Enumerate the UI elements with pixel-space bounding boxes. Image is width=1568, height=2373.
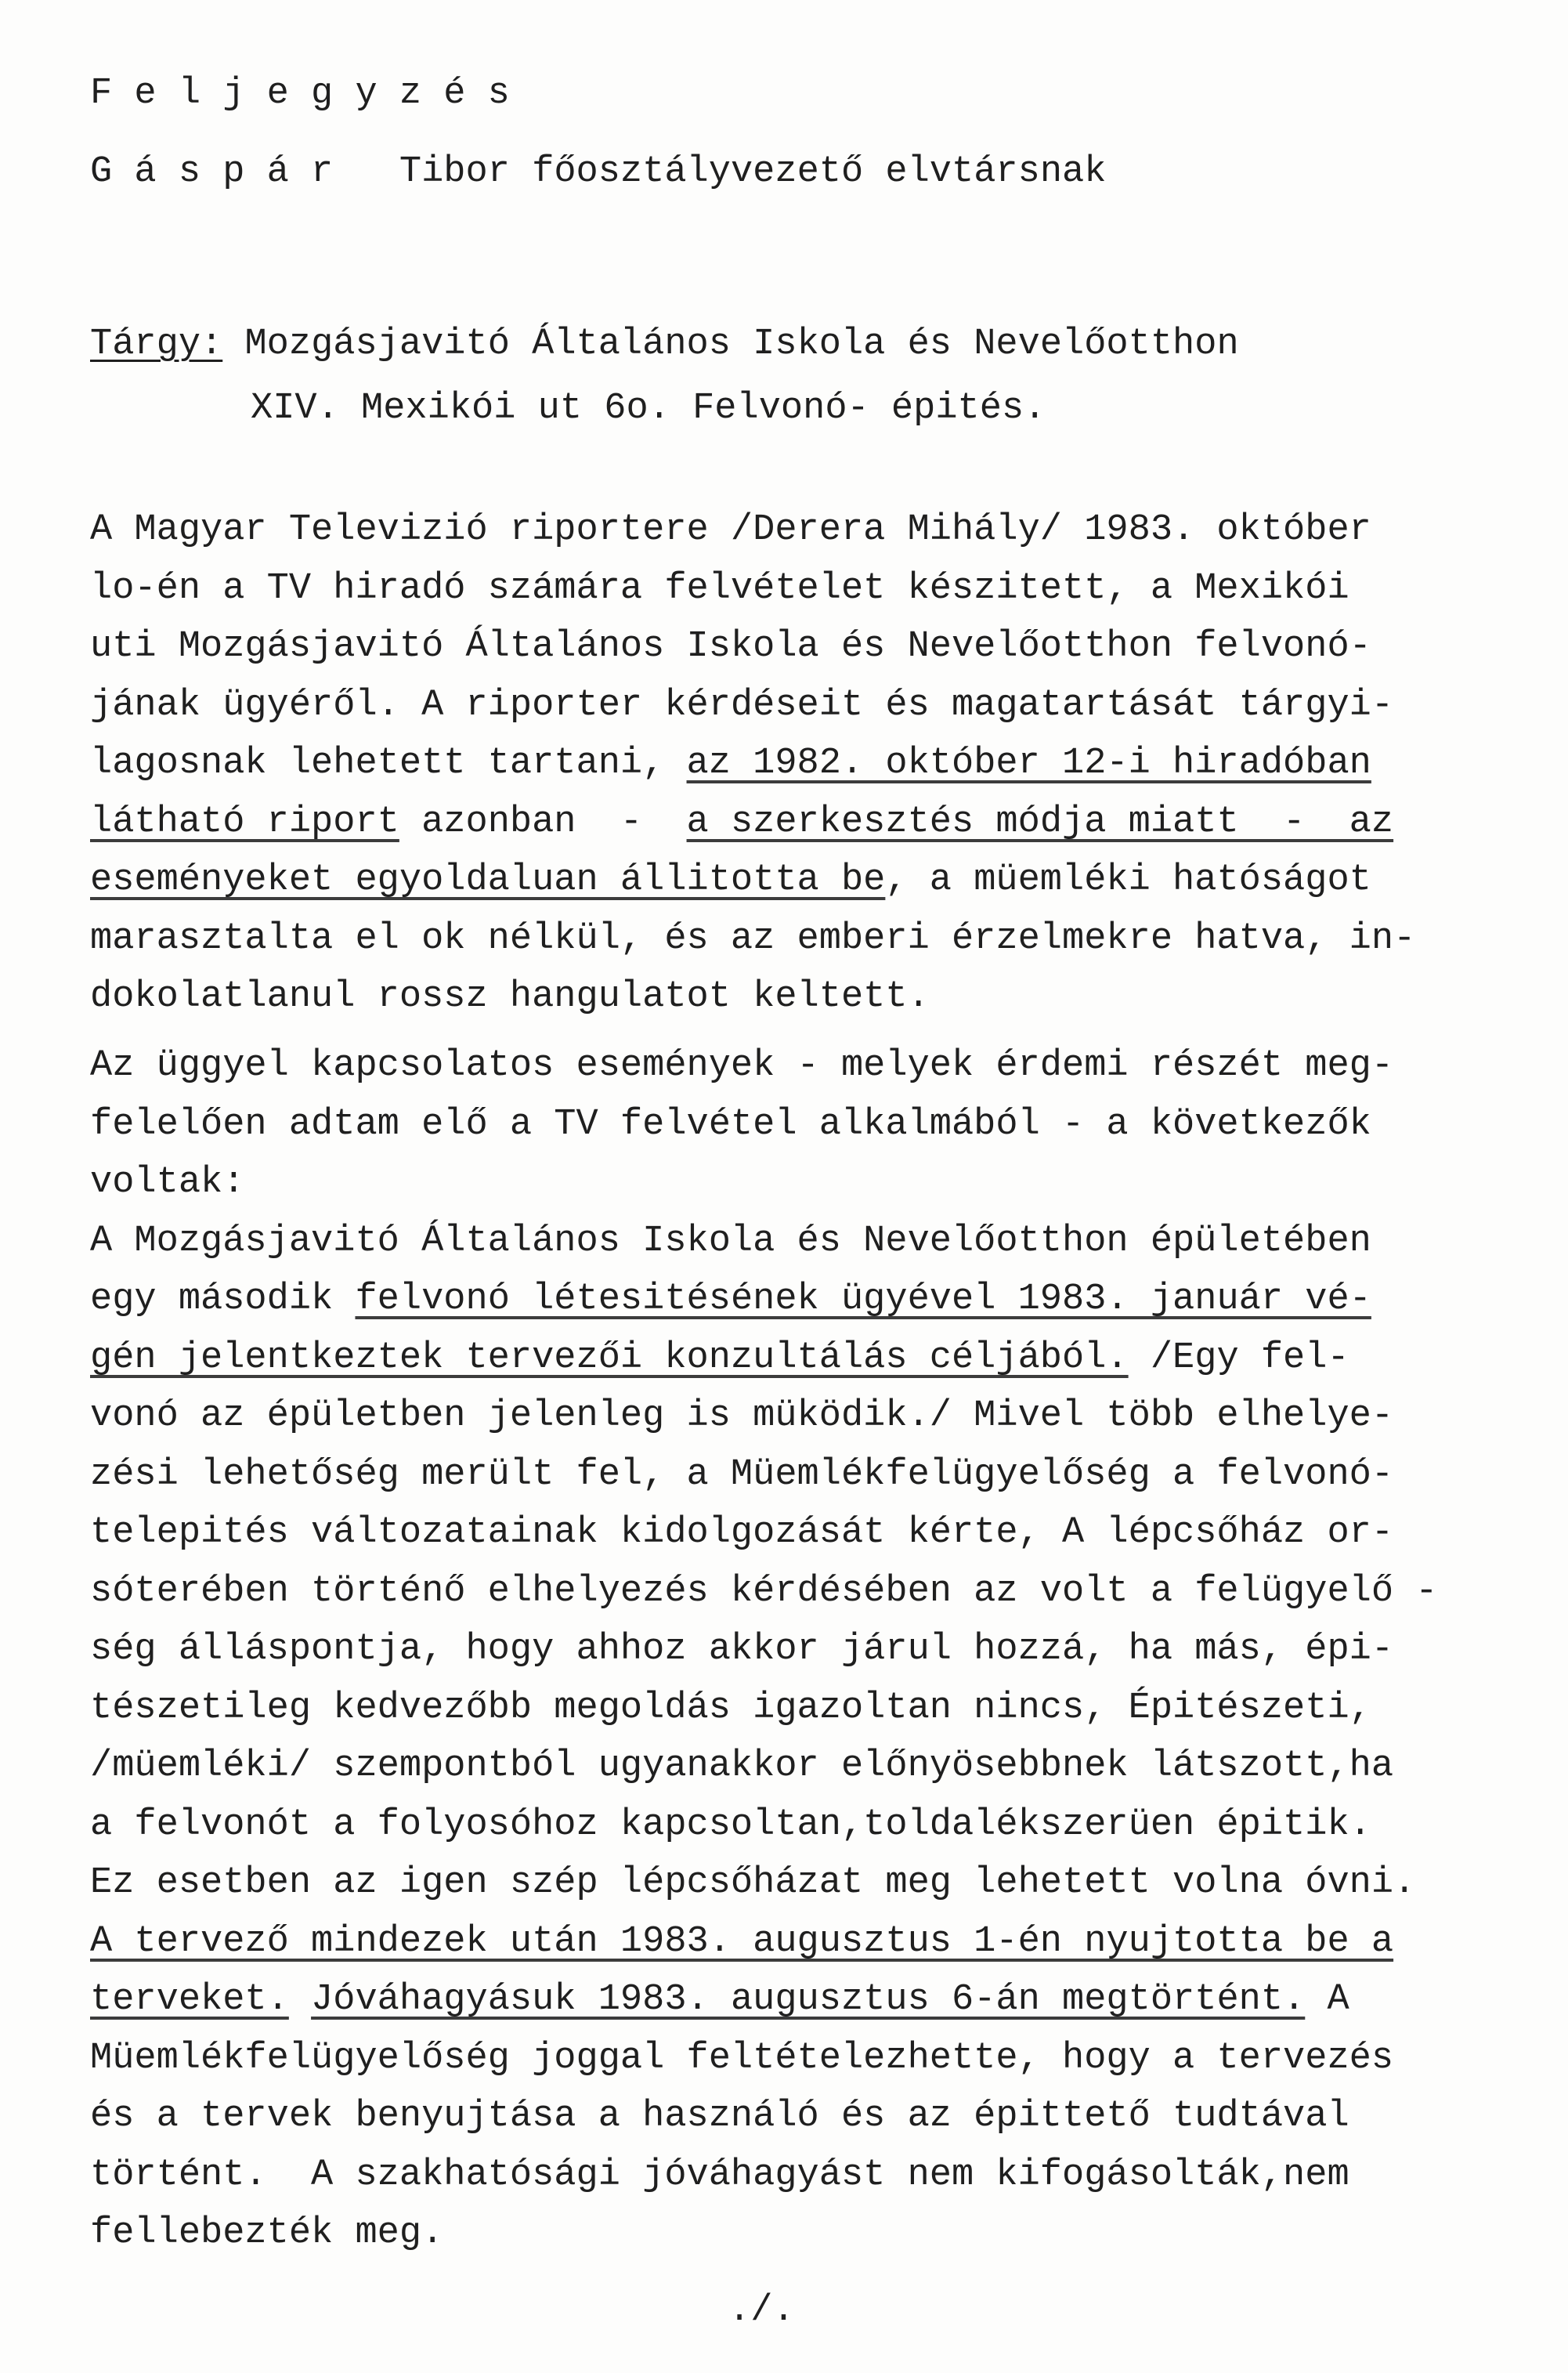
- text-line: [90, 852, 1547, 910]
- text-line: [90, 1971, 1547, 2030]
- text-line: jának ügyéről. A riporter kérdéseit és magatartását tárgyi-: [90, 684, 1394, 726]
- underlined-text: látható riport: [90, 801, 399, 843]
- recipient-name: G á s p á r: [90, 151, 334, 193]
- underlined-text: az 1982. október 12-i hiradóban: [686, 743, 1371, 784]
- text-segment: [289, 1979, 311, 2020]
- paragraph-2: [90, 1037, 1547, 2263]
- text-segment: , a müemléki hatóságot: [885, 859, 1371, 901]
- subject-text-1: Mozgásjavitó Általános Iskola és Nevelőotthon: [244, 324, 1239, 365]
- text-line: dokolatlanul rossz hangulatot keltett.: [90, 976, 930, 1018]
- text-line: lo-én a TV hiradó számára felvételet készitett, a Mexikói: [90, 567, 1349, 610]
- text-line: [90, 1329, 1547, 1388]
- text-line: felelően adtam elő a TV felvétel alkalmából - a következők: [90, 1103, 1371, 1145]
- underlined-text: Jóváhagyásuk 1983. augusztus 6-án megtörtént.: [311, 1979, 1306, 2020]
- text-line: Az üggyel kapcsolatos események - melyek érdemi részét meg-: [90, 1045, 1394, 1087]
- recipient-title: Tibor főosztályvezető elvtársnak: [399, 151, 1107, 193]
- underlined-text: a szerkesztés módja miatt - az: [686, 801, 1394, 843]
- text-line: és a tervek benyujtása a használó és az épittető tudtával: [90, 2096, 1349, 2137]
- text-line: telepités változatainak kidolgozását kérte, A lépcsőház or-: [90, 1512, 1394, 1554]
- text-line: /müemléki/ szempontból ugyanakkor előnyösebbnek látszott,ha: [90, 1745, 1394, 1787]
- text-segment: lagosnak lehetett tartani,: [90, 743, 687, 784]
- text-line: A Mozgásjavitó Általános Iskola és Nevelőotthon épületében: [90, 1220, 1371, 1262]
- text-line: [90, 1271, 1547, 1329]
- text-line: Müemlékfelügyelőség joggal feltételezhette, hogy a tervezés: [90, 2037, 1394, 2079]
- text-segment: A: [1305, 1979, 1349, 2020]
- text-line: történt. A szakhatósági jóváhagyást nem kifogásolták,nem: [90, 2154, 1349, 2196]
- underlined-line: A tervező mindezek után 1983. augusztus 1-én nyujtotta be a: [90, 1920, 1394, 1962]
- text-line: a felvonót a folyosóhoz kapcsoltan,toldalékszerüen épitik.: [90, 1803, 1371, 1846]
- text-line: A Magyar Televizió riportere /Derera Mihály/ 1983. október: [90, 509, 1371, 551]
- text-line: [90, 794, 1547, 852]
- text-line: Ez esetben az igen szép lépcsőházat meg lehetett volna óvni.: [90, 1862, 1416, 1904]
- text-segment: azonban -: [399, 801, 687, 843]
- underlined-text: eseményeket egyoldaluan állitotta be: [90, 859, 886, 901]
- underlined-text: terveket.: [90, 1979, 289, 2020]
- subject-line-2: XIV. Mexikói ut 6o. Felvonó- épités.: [251, 388, 1046, 429]
- text-line: fellebezték meg.: [90, 2212, 444, 2254]
- text-line: tészetileg kedvezőbb megoldás igazoltan nincs, Épitészeti,: [90, 1687, 1371, 1729]
- paragraph-1: [90, 501, 1547, 1027]
- continuation-mark: ./.: [728, 2290, 795, 2331]
- text-line: sóterében történő elhelyezés kérdésében az volt a felügyelő -: [90, 1570, 1438, 1612]
- subject-line-1: [90, 321, 1239, 368]
- text-line: [90, 735, 1547, 794]
- text-line: voltak:: [90, 1162, 245, 1203]
- underlined-text: gén jelentkeztek tervezői konzultálás céljából.: [90, 1337, 1129, 1379]
- text-line: zési lehetőség merült fel, a Müemlékfelügyelőség a felvonó-: [90, 1453, 1394, 1496]
- text-line: uti Mozgásjavitó Általános Iskola és Nevelőotthon felvonó-: [90, 626, 1371, 667]
- document-title: F e l j e g y z é s: [90, 73, 510, 114]
- text-segment: egy második: [90, 1279, 356, 1320]
- recipient-line: [90, 149, 1106, 196]
- text-line: marasztalta el ok nélkül, és az emberi érzelmekre hatva, in-: [90, 917, 1416, 960]
- underlined-text: felvonó létesitésének ügyével 1983. január vé-: [355, 1279, 1371, 1320]
- text-segment: /Egy fel-: [1128, 1337, 1349, 1379]
- subject-label: Tárgy:: [90, 324, 223, 365]
- text-line: ség álláspontja, hogy ahhoz akkor járul hozzá, ha más, épi-: [90, 1629, 1394, 1670]
- text-line: vonó az épületben jelenleg is müködik./ Mivel több elhelye-: [90, 1395, 1394, 1437]
